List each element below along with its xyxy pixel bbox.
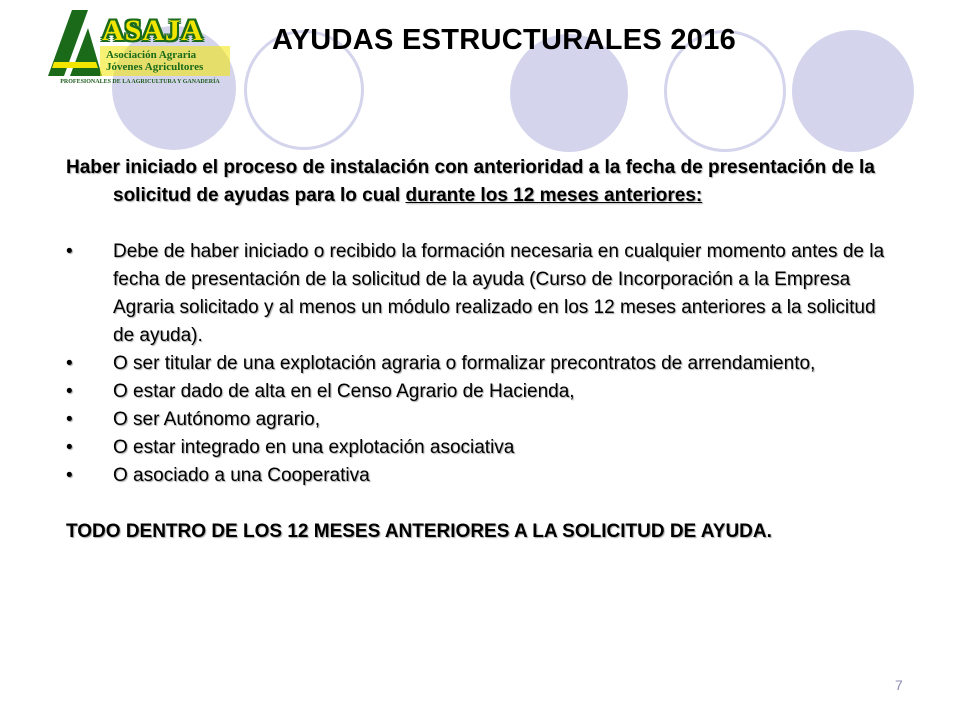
bullet-icon: • (66, 241, 73, 262)
bullet-icon: • (66, 465, 73, 486)
logo-line-1: Asociación Agraria (106, 49, 197, 61)
list-item-text: O ser Autónomo agrario, (113, 409, 320, 430)
list-item (66, 238, 886, 350)
intro-underlined-text: durante los 12 meses anteriores (405, 185, 696, 206)
list-item-text: O estar dado de alta en el Censo Agrario de Hacienda, (113, 381, 575, 402)
logo-brand: ASAJA (102, 14, 204, 47)
list-item-text: O asociado a una Cooperativa (113, 465, 370, 486)
logo-line-2: Jóvenes Agricultores (106, 61, 204, 73)
intro-colon: : (695, 185, 703, 206)
list-item (66, 406, 886, 434)
bullet-icon: • (66, 353, 73, 374)
logo-tagline: PROFESIONALES DE LA AGRICULTURA Y GANADERÍA (60, 79, 220, 85)
intro-paragraph (66, 154, 886, 210)
list-item-text: O estar integrado en una explotación asociativa (113, 437, 515, 458)
page-number: 7 (895, 677, 903, 693)
closing-paragraph: TODO DENTRO DE LOS 12 MESES ANTERIORES A LA SOLICITUD DE AYUDA. (66, 521, 772, 542)
bullet-icon: • (66, 437, 73, 458)
slide-title: AYUDAS ESTRUCTURALES 2016 (272, 24, 737, 56)
bullet-icon: • (66, 381, 73, 402)
list-item-text: O ser titular de una explotación agraria o formalizar precontratos de arrendamiento, (113, 353, 816, 374)
list-item (66, 462, 886, 490)
list-item-text: Debe de haber iniciado o recibido la formación necesaria en cualquier momento antes de la fecha de presentación de la solicitud de la ayuda (Curso de Incorporación a la Empresa Agraria solicitado y al menos un módulo realizado en los 12 meses anteriores a la solicitud de ayuda). (113, 241, 885, 346)
list-item (66, 350, 886, 378)
bullet-icon: • (66, 409, 73, 430)
bullet-list (66, 238, 886, 490)
decor-circle-5 (792, 30, 914, 152)
slide-content (66, 154, 886, 546)
list-item (66, 378, 886, 406)
list-item (66, 434, 886, 462)
asaja-logo (40, 6, 240, 92)
intro-text: Haber iniciado el proceso de instalación con anterioridad a la fecha de presentación de la solicitud de ayudas para lo cual (66, 157, 875, 206)
